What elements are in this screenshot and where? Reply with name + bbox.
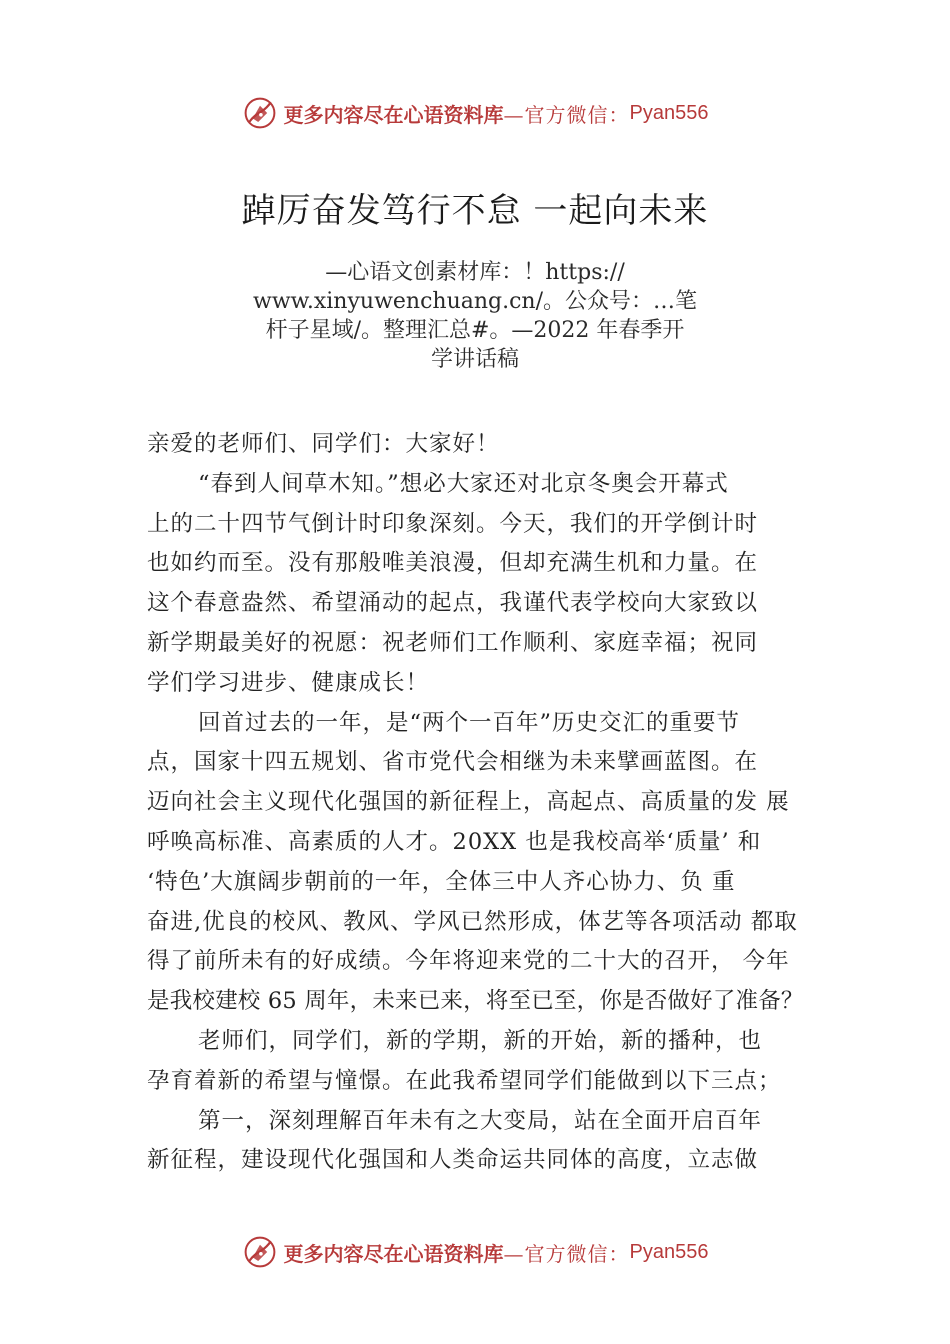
banner-main-text: 更多内容尽在心语资料库 (283, 102, 504, 127)
document-subtitle (200, 258, 750, 374)
body-line: ‘特色’大旗阔步朝前的一年，全体三中人齐心协力、负 重 (147, 868, 736, 895)
body-line: 回首过去的一年，是“两个一百年”历史交汇的重要节 (198, 709, 741, 736)
body-line: 得了前所未有的好成绩。今年将迎来党的二十大的召开， 今年 (147, 948, 790, 975)
speech-body (147, 425, 847, 1181)
header-banner (0, 93, 950, 133)
subtitle-line: —心语文创素材库：！https:// (325, 260, 625, 285)
body-line: 呼唤高标准、高素质的人才。20XX 也是我校高举‘质量’ 和 (147, 828, 762, 855)
body-line: 孕育着新的希望与憧憬。在此我希望同学们能做到以下三点； (147, 1067, 782, 1094)
subtitle-line: 杆子星域/。整理汇总#。—2022 年春季开 (265, 318, 685, 343)
subtitle-line: www.xinyuwenchuang.cn/。公众号：…笔 (252, 289, 698, 314)
body-line: 新学期最美好的祝愿：祝老师们工作顺利、家庭幸福；祝同 (147, 629, 759, 656)
body-line: 迈向社会主义现代化强国的新征程上，高起点、高质量的发 展 (147, 789, 790, 816)
body-line: 学们学习进步、健康成长！ (147, 669, 430, 696)
banner-sub-text: —官方微信： (503, 1241, 630, 1266)
banner-wechat-id: Pyan556 (629, 1240, 709, 1263)
body-line: 老师们，同学们，新的学期，新的开始，新的播种，也 (198, 1027, 763, 1054)
banner-sub-text: —官方微信： (503, 102, 630, 127)
body-line: 第一，深刻理解百年未有之大变局，站在全面开启百年 (198, 1107, 763, 1134)
pen-logo-icon (242, 1234, 278, 1270)
pen-logo-icon (242, 95, 278, 131)
body-line: 点，国家十四五规划、省市党代会相继为未来擘画蓝图。在 (147, 749, 759, 776)
body-line: 奋进,优良的校风、教风、学风已然形成，体艺等各项活动 都取 (147, 908, 798, 935)
body-line: 这个春意盎然、希望涌动的起点，我谨代表学校向大家致以 (147, 590, 759, 617)
subtitle-line: 学讲话稿 (430, 347, 519, 372)
banner-wechat-id: Pyan556 (629, 101, 709, 124)
greeting-line: 亲爱的老师们、同学们：大家好！ (147, 431, 500, 457)
body-line: 也如约而至。没有那般唯美浪漫，但却充满生机和力量。在 (147, 550, 759, 577)
body-line: 是我校建校 65 周年，未来已来，将至已至，你是否做好了准备？ (147, 988, 804, 1015)
footer-banner (0, 1232, 950, 1272)
banner-main-text: 更多内容尽在心语资料库 (283, 1241, 504, 1266)
body-line: 新征程，建设现代化强国和人类命运共同体的高度，立志做 (147, 1147, 759, 1174)
body-line: “春到人间草木知。”想必大家还对北京冬奥会开幕式 (198, 470, 729, 497)
body-line: 上的二十四节气倒计时印象深刻。今天，我们的开学倒计时 (147, 510, 759, 537)
document-title: 踔厉奋发笃行不怠 一起向未来 (241, 191, 709, 231)
